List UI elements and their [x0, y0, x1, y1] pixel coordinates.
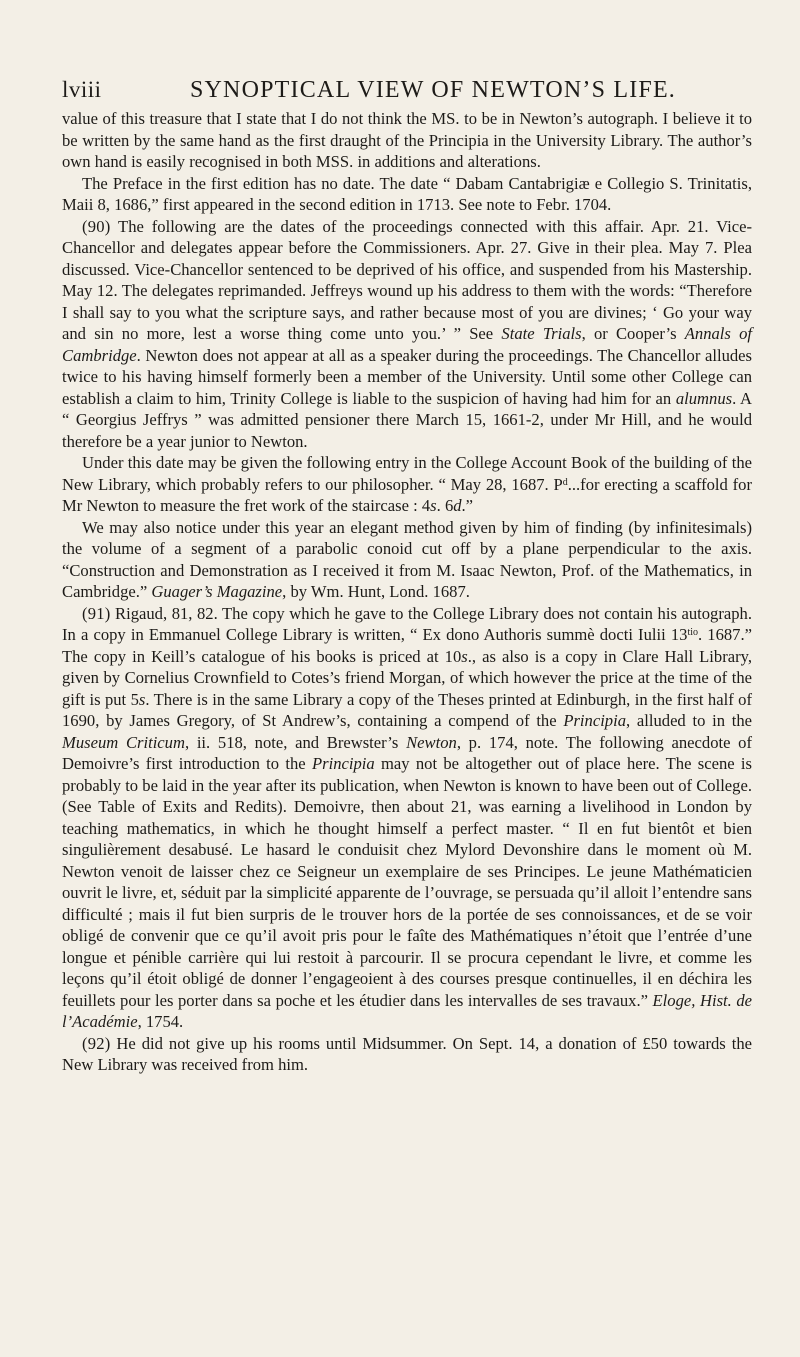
text-run: . 1687.” The copy in Keill’s catalogue of his books is priced at 10 — [62, 625, 752, 666]
italic-text: s — [138, 689, 146, 709]
text-run: ., as also is a copy in Clare Hall Library, given by Cornelius Crownfield to Cotes’s friend Morgan, of which however the price at the time of the gift is put 5 — [62, 646, 752, 709]
footnote-91 — [62, 603, 752, 1033]
text-run: The following are the dates of the proceedings connected with this affair. Apr. 21. Vice-Chancellor and delegates appear before the Commissioners. Apr. 27. Give in their plea. May 7. Plea discussed. Vice-Chancellor sentenced to be deprived of his office, and suspended from his Mastership. May 12. The delegates reprimanded. Jeffreys wound up his address to them with the words: “Therefore I shall say to you what the scripture says, and rather because most of you are divines; ‘ Go your way and sin no more, lest a worse thing come unto you.’ ” See — [62, 216, 752, 343]
italic-text: Principia — [311, 754, 375, 773]
text-run: .” — [461, 496, 474, 515]
text-run: , alluded to in the — [626, 711, 753, 730]
italic-text: alumnus — [675, 388, 733, 408]
text-run: , ii. 518, note, and Brewster’s — [184, 732, 407, 752]
italic-text: Principia — [563, 711, 627, 730]
paragraph-preface-date — [62, 173, 752, 216]
footnote-92 — [62, 1033, 752, 1076]
page-number: lviii — [62, 77, 102, 102]
text-run: We may also notice under this year an elegant method given by him of finding (by infinitesimals) the volume of a segment of a parabolic conoid cut off by a plane perpendicular to the axis. “Construction and Demonstration as I received it from M. Isaac Newton, Prof. of the Mathematics, in Cambridge.” — [62, 517, 752, 601]
italic-text: Newton — [406, 732, 457, 752]
paragraph-text: value of this treasure that I state that I do not think the MS. to be in Newton’s autograph. I believe it to be written by the same hand as the first draught of the Principia in the University Library. The author’s own hand is easily recognised in both MSS. in additions and alterations. — [62, 109, 752, 171]
text-run: , 1754. — [137, 1012, 184, 1031]
running-head: SYNOPTICAL VIEW OF NEWTON’S LIFE. — [189, 77, 677, 103]
italic-text: s — [430, 496, 437, 515]
italic-text: Eloge, Hist. de l’Académie — [62, 990, 753, 1031]
paragraph-continuation — [62, 108, 752, 173]
italic-text: d — [453, 496, 462, 515]
italic-text: Museum Criticum — [62, 732, 185, 752]
italic-text: State Trials — [501, 324, 582, 343]
footnote-number: (92) — [82, 1033, 111, 1053]
text-run: , p. 174, note. The following anecdote of Demoivre’s first introduction to the — [62, 732, 753, 773]
text-run: . There is in the same Library a copy of the Theses printed at Edinburgh, in the first half of 1690, by James Gregory, of St Andrew’s, containing a compend of the — [62, 689, 752, 730]
paragraph-account-book — [62, 452, 752, 517]
text-run: . A “ Georgius Jeffrys ” was admitted pensioner there March 15, 1661-2, under Mr Hill, and he would therefore be a year junior to Newton. — [62, 388, 752, 451]
footnote-90 — [62, 216, 752, 453]
text-run: He did not give up his rooms until Midsummer. On Sept. 14, a donation of £50 towards the New Library was received from him. — [62, 1033, 752, 1074]
footnote-number: (90) — [82, 216, 111, 236]
text-run: , by Wm. Hunt, Lond. 1687. — [282, 582, 470, 601]
text-run: . 6 — [436, 496, 454, 515]
italic-text: Annals of Cambridge — [62, 324, 752, 365]
text-run: may not be altogether out of place here. The scene is probably to be laid in the year after its publication, when Newton is known to have been out of College. (See Table of Exits and Redits). Demoivre, then about 21, was earning a livelihood in London by teaching mathematics, in which he thought himself a perfect master. “ Il en fut bientôt et bien singulièrement desabusé. Le hasard le conduisit chez Mylord Devonshire dans le moment où M. Newton venoit de laisser chez ce Seigneur un exemplaire de ses Principes. Le jeune Mathématicien ouvrit le livre, et, séduit par la simplicité apparente de l’ouvrage, se persuada qu’il alloit l’entendre sans difficulté ; mais il fut bien surpris de le trouver hors de la portée de ses connoissances, et de se voir obligé de convenir que ce qu’il avoit pris pour le faîte des Mathématiques n’étoit que l’entrée d’une longue et pénible carrière qui lui restoit à parcourir. Il se procura cependant le livre, et comme les leçons qu’il étoit obligé de donner l’engageoient à des courses presque continuelles, il en déchira les feuillets pour les porter dans sa poche et les étudier dans les intervalles de ses travaux.” — [62, 754, 752, 1010]
text-run: . Newton does not appear at all as a speaker during the proceedings. The Chancellor alludes twice to his having himself formerly been a member of the University. Until some other College can establish a claim to him, Trinity College is liable to the suspicion of having had him for an — [62, 345, 752, 408]
paragraph-parabolic-conoid — [62, 517, 752, 603]
text-run: Rigaud, 81, 82. The copy which he gave to the College Library does not contain his autograph. In a copy in Emmanuel College Library is written, “ Ex dono Authoris summè docti Iulii 13 — [62, 603, 752, 644]
text-run: Under this date may be given the following entry in the College Account Book of the building of the New Library, which probably refers to our philosopher. “ May 28, 1687. P — [62, 453, 752, 494]
footnote-number: (91) — [82, 603, 111, 623]
superscript: d — [562, 476, 568, 488]
page-header — [62, 0, 752, 108]
superscript: tio — [687, 627, 699, 638]
paragraph-text: The Preface in the first edition has no date. The date “ Dabam Cantabrigiæ e Collegio S. Trinitatis, Maii 8, 1686,” first appeared in the second edition in 1713. See note to Febr. 1704. — [62, 173, 752, 214]
italic-text: Guager’s Magazine — [151, 582, 283, 601]
text-run: , or Cooper’s — [581, 324, 685, 343]
page-body — [62, 108, 752, 1076]
italic-text: s — [461, 646, 468, 666]
text-run: ...for erecting a scaffold for Mr Newton to measure the fret work of the staircase : 4 — [62, 474, 752, 515]
